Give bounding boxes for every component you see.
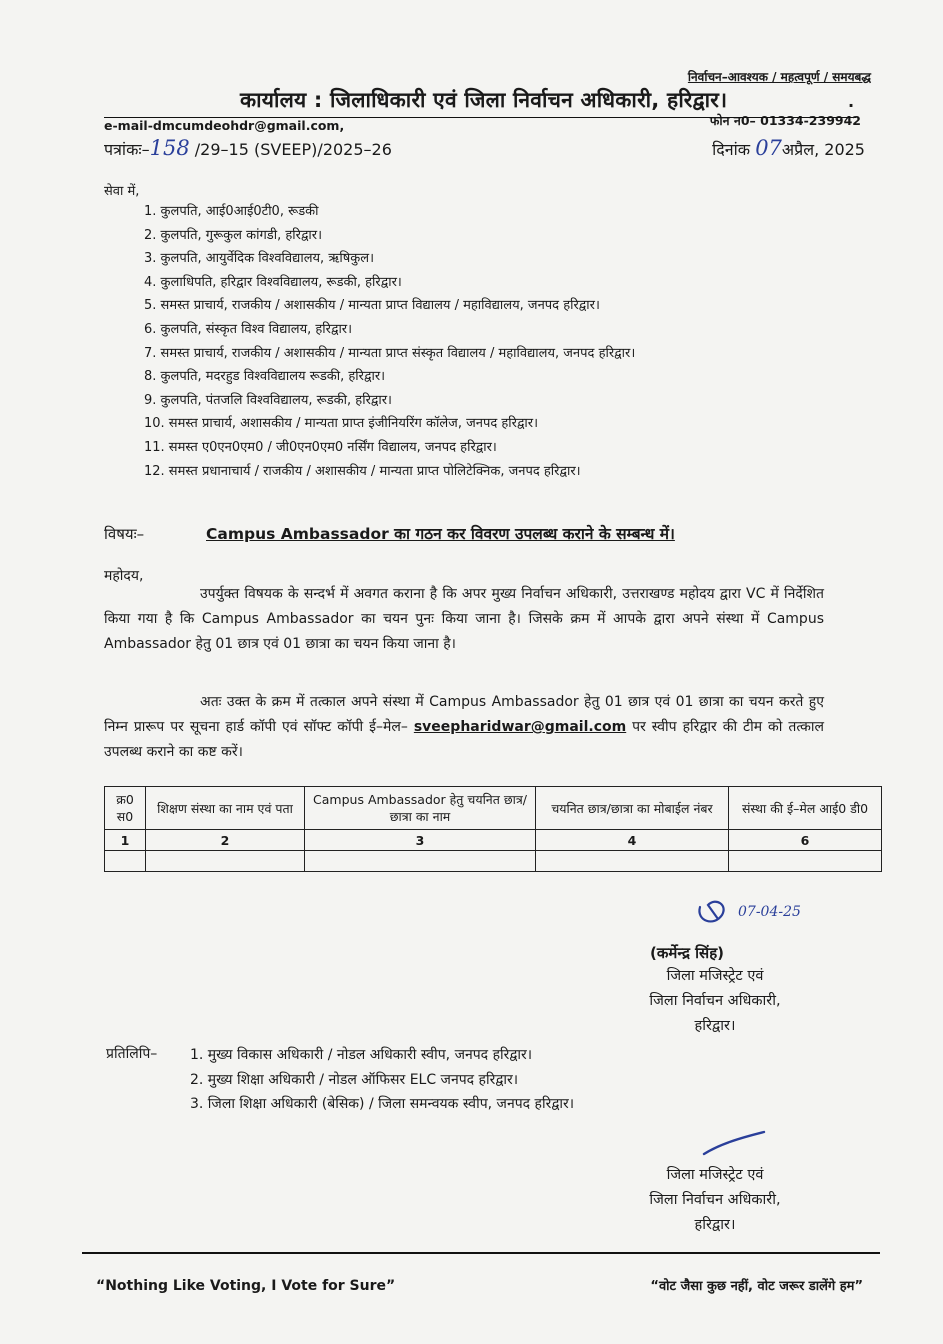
header-rule xyxy=(104,117,856,118)
col-email: संस्था की ई–मेल आई0 डी0 xyxy=(729,787,882,830)
list-item: 2. कुलपति, गुरूकुल कांगडी, हरिद्वार। xyxy=(144,227,323,243)
date-suffix: अप्रैल, 2025 xyxy=(781,140,865,159)
date-prefix: दिनांक xyxy=(712,140,756,159)
date-day: 07 xyxy=(755,136,782,160)
list-item: 8. कुलपति, मदरहुड विश्वविद्यालय रूडकी, हरिद्वार। xyxy=(144,369,386,385)
table-row xyxy=(105,851,882,872)
designation-line: जिला निर्वाचन अधिकारी, xyxy=(649,993,781,1009)
list-item: 6. कुलपति, संस्कृत विश्व विद्यालय, हरिद्वार। xyxy=(144,321,353,337)
recipient-list xyxy=(144,200,635,483)
table-cell xyxy=(536,851,729,872)
subject-label: विषयः– xyxy=(104,525,145,543)
addressee-intro: सेवा में, xyxy=(104,184,140,199)
paragraph-2-tail: पर स्वीप हरिद्वार की टीम को तत्काल उपलब्ध कराने का कष्ट करें। xyxy=(104,719,825,760)
office-phone: फोन न0– 01334-239942 xyxy=(709,113,861,128)
table-cell xyxy=(146,851,305,872)
table-header-row xyxy=(105,787,882,830)
sveep-email-link[interactable]: sveepharidwar@gmail.com xyxy=(413,719,627,735)
list-item: 5. समस्त प्राचार्य, राजकीय / अशासकीय / मान्यता प्राप्त विद्यालय / महाविद्यालय, जनपद हरिद्वार। xyxy=(144,298,600,314)
table-cell: 1 xyxy=(105,830,146,851)
second-signature-mark xyxy=(700,1128,770,1158)
footer-rule xyxy=(82,1252,880,1254)
table-cell xyxy=(729,851,882,872)
col-institution: शिक्षण संस्था का नाम एवं पता xyxy=(146,787,305,830)
list-item: 2. मुख्य शिक्षा अधिकारी / नोडल ऑफिसर ELC जनपद हरिद्वार। xyxy=(190,1071,519,1088)
footer-slogan-hindi: “वोट जैसा कुछ नहीं, वोट जरूर डालेंगे हम” xyxy=(650,1279,863,1294)
designation-line: हरिद्वार। xyxy=(694,1217,736,1233)
proforma-table xyxy=(104,786,882,872)
ref-number: 158 xyxy=(149,136,190,160)
list-item: 1. मुख्य विकास अधिकारी / नोडल अधिकारी स्वीप, जनपद हरिद्वार। xyxy=(190,1047,533,1063)
list-item: 3. जिला शिक्षा अधिकारी (बेसिक) / जिला समन्वयक स्वीप, जनपद हरिद्वार। xyxy=(190,1096,575,1112)
table-cell xyxy=(105,851,146,872)
signatory-name: (कर्मेन्द्र सिंह) xyxy=(650,944,725,962)
list-item: 12. समस्त प्रधानाचार्य / राजकीय / अशासकीय / मान्यता प्राप्त पोलिटेक्निक, जनपद हरिद्वार। xyxy=(144,463,581,479)
designation-line: जिला मजिस्ट्रेट एवं xyxy=(666,968,764,984)
designation-line: जिला निर्वाचन अधिकारी, xyxy=(649,1192,781,1208)
list-item: 11. समस्त ए0एन0एम0 / जी0एन0एम0 नर्सिंग विद्यालय, जनपद हरिद्वार। xyxy=(144,439,497,455)
col-ambassador: Campus Ambassador हेतु चयनित छात्र/छात्रा का नाम xyxy=(305,787,536,830)
office-heading: कार्यालय : जिलाधिकारी एवं जिला निर्वाचन अधिकारी, हरिद्वार। xyxy=(240,88,728,112)
signatory-designation xyxy=(622,964,808,1039)
list-item: 3. कुलपति, आयुर्वेदिक विश्वविद्यालय, ऋषिकुल। xyxy=(144,251,375,267)
table-cell: 3 xyxy=(305,830,536,851)
subject-line: Campus Ambassador का गठन कर विवरण उपलब्ध कराने के सम्बन्ध में। xyxy=(206,525,675,543)
table-cell xyxy=(305,851,536,872)
letter-date xyxy=(712,136,865,160)
table-cell: 4 xyxy=(536,830,729,851)
signature-date: 07-04-25 xyxy=(738,904,801,920)
list-item: 7. समस्त प्राचार्य, राजकीय / अशासकीय / मान्यता प्राप्त संस्कृत विद्यालय / महाविद्यालय, जनपद हरिद्वार। xyxy=(144,345,636,361)
list-item: 10. समस्त प्राचार्य, अशासकीय / मान्यता प्राप्त इंजीनियरिंग कॉलेज, जनपद हरिद्वार। xyxy=(144,416,539,432)
list-item: 9. कुलपति, पंतजलि विश्वविद्यालय, रूडकी, हरिद्वार। xyxy=(144,392,392,408)
table-cell: 2 xyxy=(146,830,305,851)
heading-dot: . xyxy=(848,92,855,111)
paragraph-2-text: अतः उक्त के क्रम में तत्काल अपने संस्था में Campus Ambassador हेतु 01 छात्र एवं 01 छात्रा का चयन करते हुए निम्न प्रारूप पर सूचना हार्ड कॉपी एवं सॉफ्ट कॉपी ई–मेल– xyxy=(104,694,824,735)
copy-to-label: प्रतिलिपि– xyxy=(106,1046,158,1062)
list-item: 4. कुलाधिपति, हरिद्वार विश्वविद्यालय, रूडकी, हरिद्वार। xyxy=(144,274,402,290)
body-paragraph-2 xyxy=(104,690,824,765)
table-row xyxy=(105,830,882,851)
designation-line: हरिद्वार। xyxy=(694,1018,736,1034)
ref-prefix: पत्रांकः– xyxy=(104,140,150,159)
list-item: 1. कुलपति, आई0आई0टी0, रूडकी xyxy=(144,204,319,219)
priority-tag: निर्वाचन–आवश्यक / महत्वपूर्ण / समयबद्ध xyxy=(687,70,871,84)
salutation: महोदय, xyxy=(104,568,144,584)
letter-reference xyxy=(104,136,392,160)
table-cell: 6 xyxy=(729,830,882,851)
body-paragraph-1: उपर्युक्त विषयक के सन्दर्भ में अवगत कराना है कि अपर मुख्य निर्वाचन अधिकारी, उत्तराखण्ड महोदय द्वारा VC में निर्देशित किया गया है कि Campus Ambassador का चयन पुनः किया जाना है। जिसके क्रम में आपके द्वारा अपने संस्था में Campus Ambassador हेतु 01 छात्र एवं 01 छात्रा का चयन किया जाना है। xyxy=(104,586,824,652)
designation-line: जिला मजिस्ट्रेट एवं xyxy=(666,1167,764,1183)
footer-slogan-english: “Nothing Like Voting, I Vote for Sure” xyxy=(96,1278,396,1294)
col-serial: क्र0 स0 xyxy=(105,787,146,830)
office-email: e-mail-dmcumdeohdr@gmail.com, xyxy=(104,118,345,133)
col-mobile: चयनित छात्र/छात्रा का मोबाईल नंबर xyxy=(536,787,729,830)
copy-signatory-designation xyxy=(622,1163,808,1238)
copy-list xyxy=(190,1043,574,1117)
ref-suffix: /29–15 (SVEEP)/2025–26 xyxy=(189,140,392,159)
